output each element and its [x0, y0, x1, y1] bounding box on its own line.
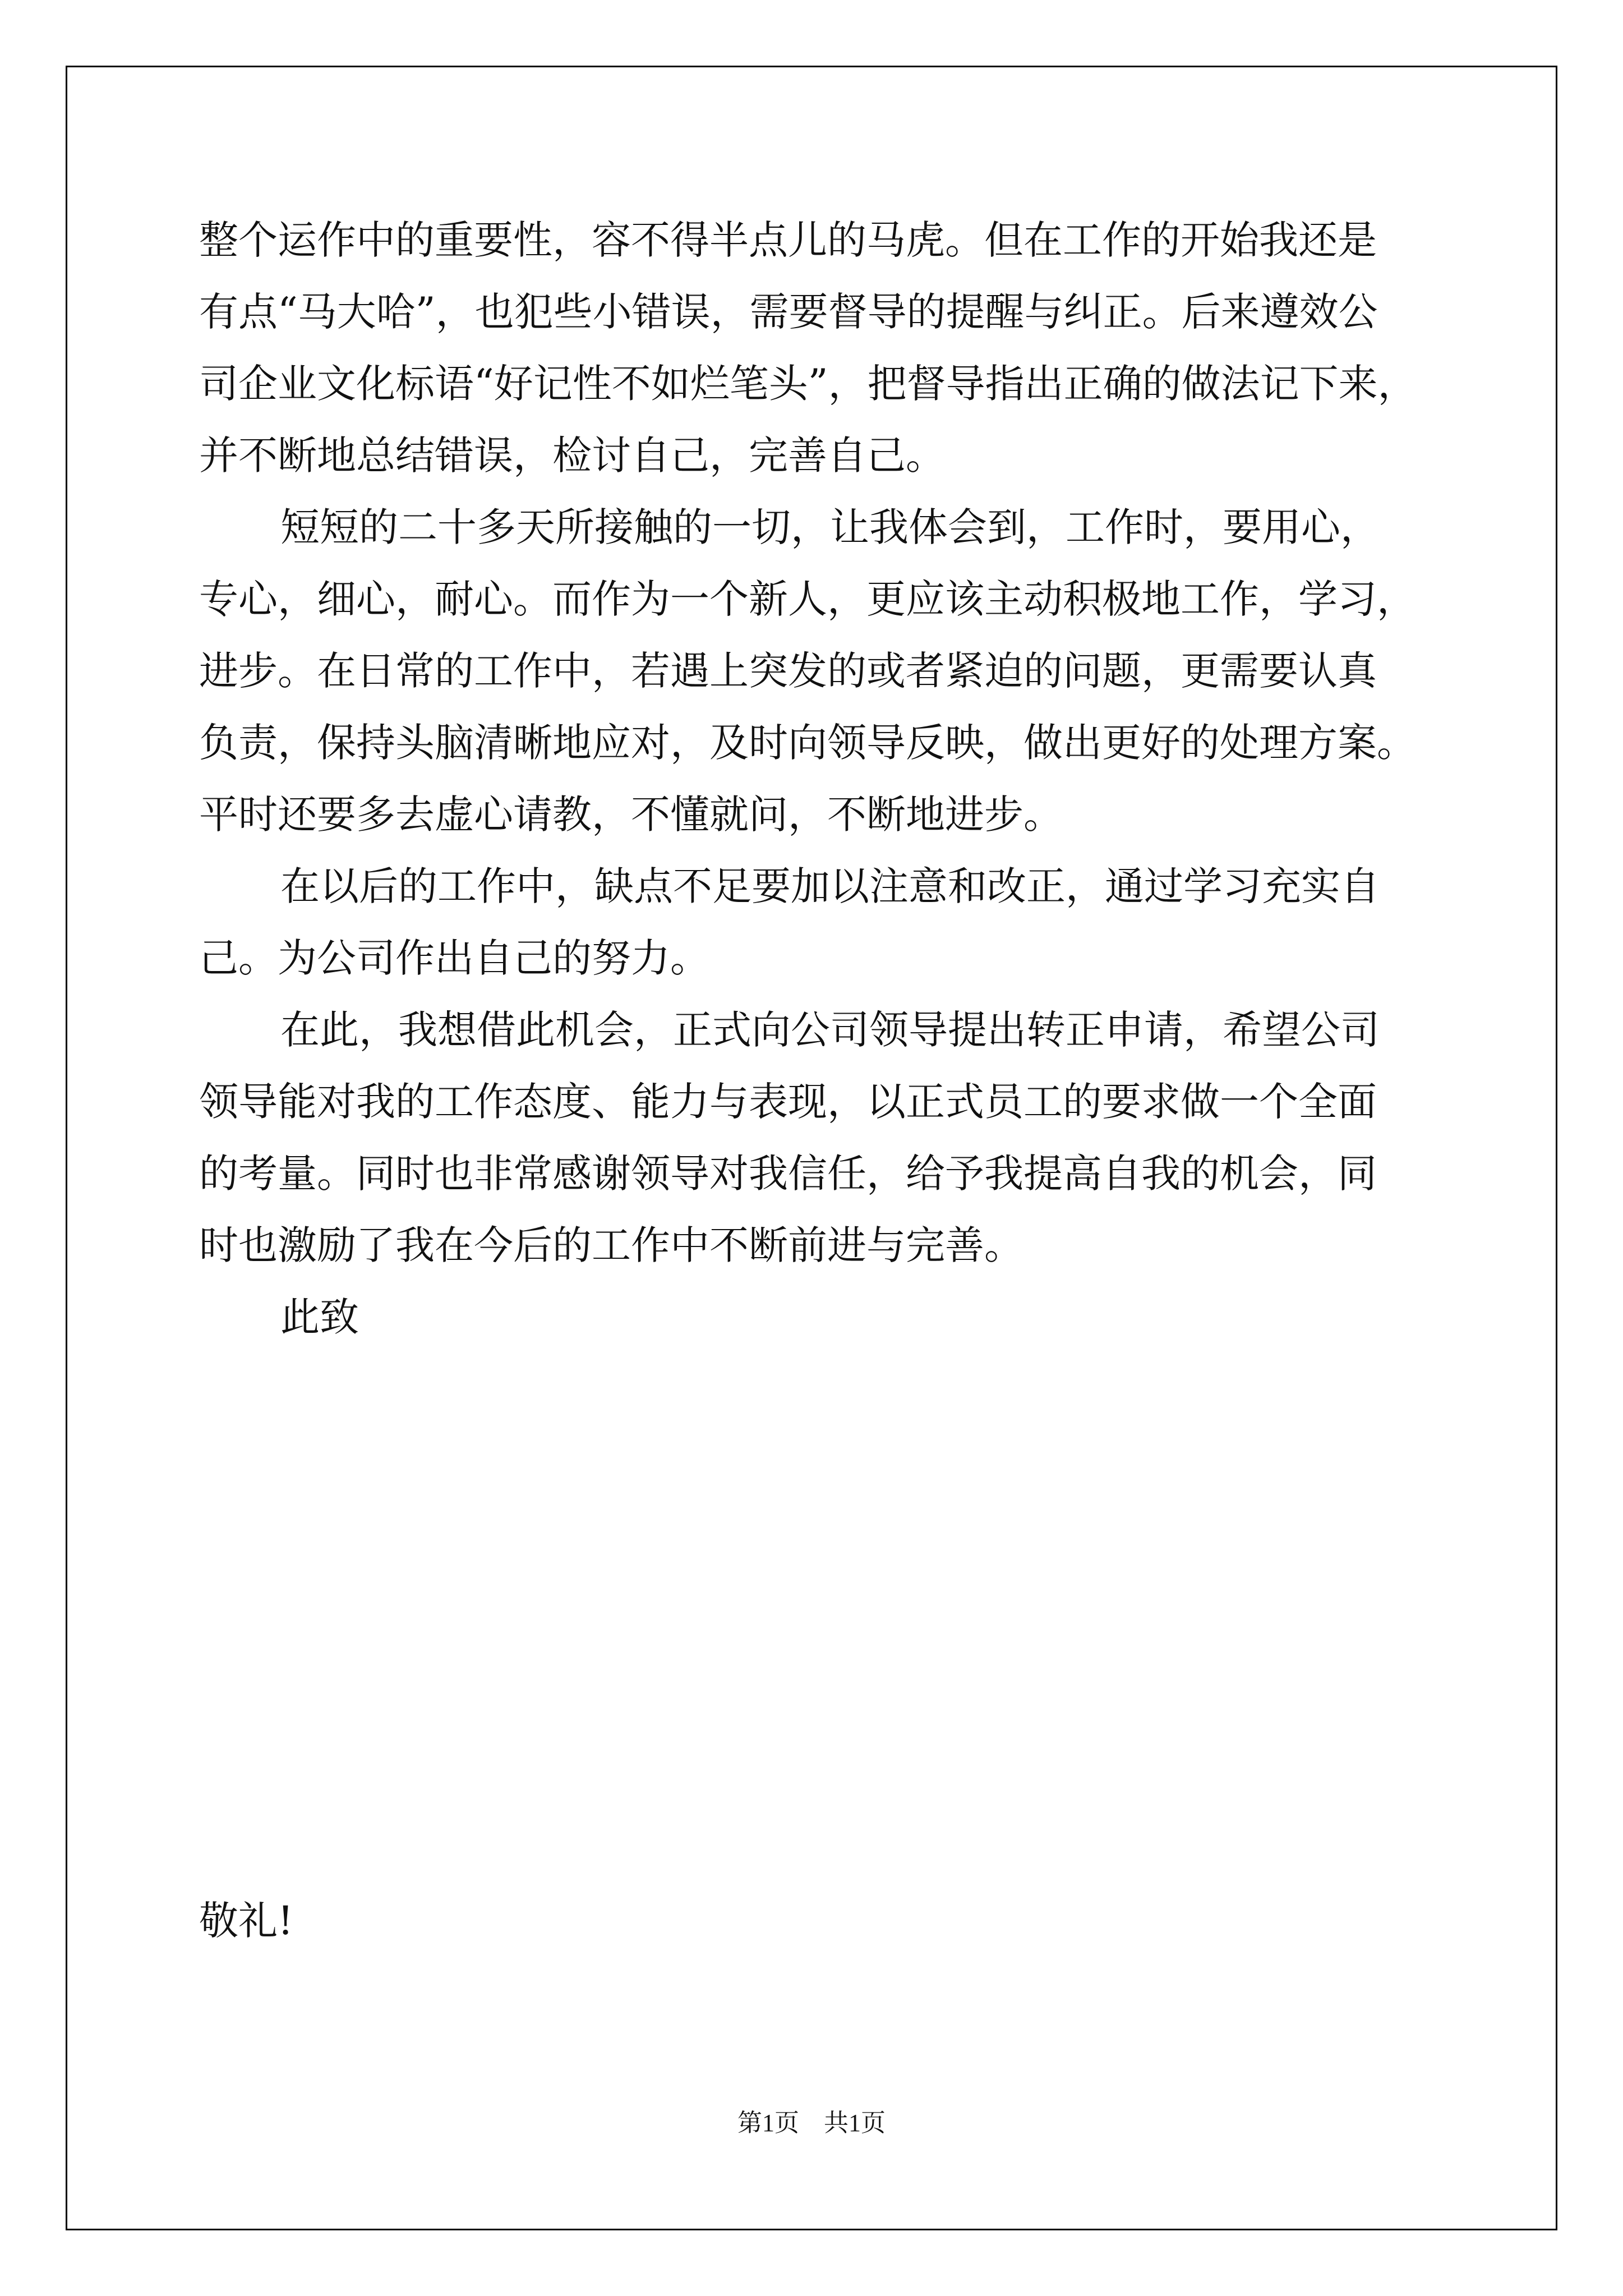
- salutation: 敬礼!: [199, 1898, 294, 1944]
- body-line: 领导能对我的工作态度、能力与表现，以正式员工的要求做一个全面: [199, 1079, 1377, 1125]
- letter-body: [199, 204, 1478, 1353]
- body-line: 的考量。同时也非常感谢领导对我信任，给予我提高自我的机会，同: [199, 1151, 1377, 1197]
- body-line: 进步。在日常的工作中，若遇上突发的或者紧迫的问题，更需要认真: [199, 648, 1377, 694]
- body-line: 专心，细心，耐心。而作为一个新人，更应该主动积极地工作，学习，: [199, 576, 1416, 622]
- body-line: 负责，保持头脑清晰地应对，及时向领导反映，做出更好的处理方案。: [199, 720, 1416, 766]
- body-line: 并不断地总结错误，检讨自己，完善自己。: [199, 432, 945, 478]
- closing-line: 此致: [280, 1294, 359, 1340]
- page-footer: 第1页 共1页: [737, 2109, 886, 2137]
- body-line: 平时还要多去虚心请教，不懂就问，不断地进步。: [199, 792, 1063, 838]
- body-line: 司企业文化标语“好记性不如烂笔头”，把督导指出正确的做法记下来，: [199, 361, 1417, 407]
- body-line: 时也激励了我在今后的工作中不断前进与完善。: [199, 1222, 1023, 1268]
- body-line: 在此，我想借此机会，正式向公司领导提出转正申请，希望公司: [280, 1007, 1380, 1053]
- body-line: 短短的二十多天所接触的一切，让我体会到，工作时，要用心，: [280, 504, 1380, 550]
- body-line: 在以后的工作中，缺点不足要加以注意和改正，通过学习充实自: [280, 863, 1380, 909]
- body-line: 整个运作中的重要性，容不得半点儿的马虎。但在工作的开始我还是: [199, 217, 1377, 263]
- body-line: 己。为公司作出自己的努力。: [199, 935, 709, 981]
- body-line: 有点“马大哈”，也犯些小错误，需要督导的提醒与纠正。后来遵效公: [199, 289, 1378, 335]
